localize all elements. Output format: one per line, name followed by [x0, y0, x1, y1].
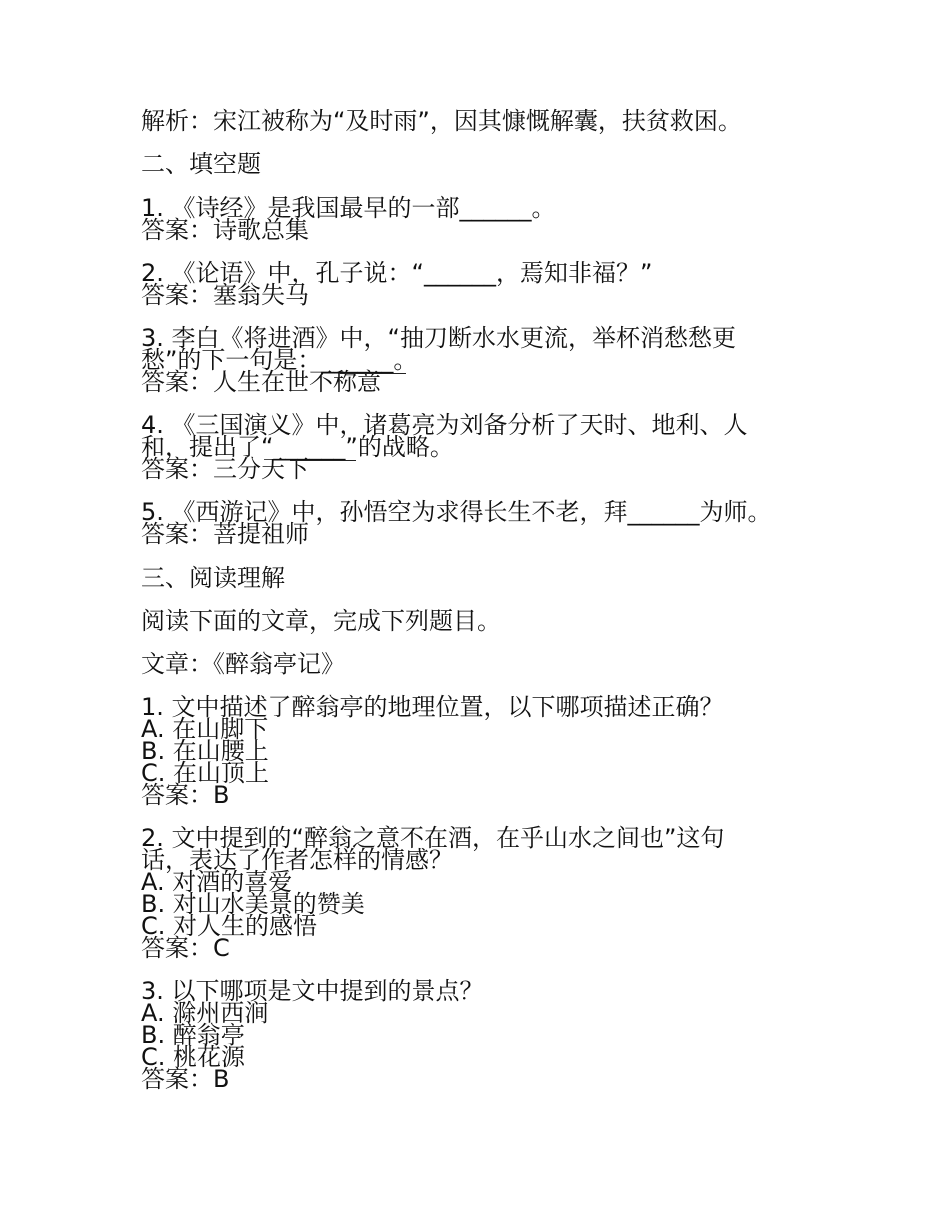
reading-q2-option-a: A. 对酒的喜爱	[141, 868, 293, 896]
reading-q2-text-line2: 话，表达了作者怎样的情感？	[141, 846, 453, 874]
blank-underline-q4	[290, 460, 356, 461]
fill-q3-text-line1: 3. 李白《将进酒》中，“抽刀断水水更流，举杯消愁愁更	[141, 324, 736, 352]
fill-q2-text: 2. 《论语》中，孔子说：“______，焉知非福？”	[141, 259, 653, 287]
reading-q1-text: 1. 文中描述了醉翁亭的地理位置，以下哪项描述正确？	[141, 693, 724, 721]
reading-q2-option-b: B. 对山水美景的赞美	[141, 890, 365, 918]
article-title: 文章：《醉翁亭记》	[141, 650, 345, 678]
section-2-title: 二、填空题	[141, 150, 261, 178]
fill-q3-answer: 答案：人生在世不称意	[141, 368, 381, 396]
reading-q3-answer: 答案：B	[141, 1065, 230, 1093]
reading-q3-option-c: C. 桃花源	[141, 1043, 246, 1071]
reading-q1-option-a: A. 在山脚下	[141, 715, 269, 743]
fill-q2-answer: 答案：塞翁失马	[141, 281, 309, 309]
reading-q3-text: 3. 以下哪项是文中提到的景点？	[141, 977, 484, 1005]
analysis-text: 解析：宋江被称为“及时雨”，因其慷慨解囊，扶贫救困。	[141, 107, 742, 135]
section-3-title: 三、阅读理解	[141, 564, 285, 592]
reading-q2-option-c: C. 对人生的感悟	[141, 912, 318, 940]
fill-q3-text-line2: 愁”的下一句是：______。	[141, 346, 418, 374]
reading-q1-answer: 答案：B	[141, 781, 230, 809]
reading-q2-text-line1: 2. 文中提到的“醉翁之意不在酒，在乎山水之间也”这句	[141, 824, 725, 852]
reading-q1-option-b: B. 在山腰上	[141, 737, 269, 765]
fill-q1-answer: 答案：诗歌总集	[141, 216, 309, 244]
fill-q1-text: 1. 《诗经》是我国最早的一部______。	[141, 194, 556, 222]
blank-underline-q3	[340, 373, 406, 374]
reading-q1-option-c: C. 在山顶上	[141, 759, 270, 787]
section-3-intro: 阅读下面的文章，完成下列题目。	[141, 607, 501, 635]
fill-q4-answer: 答案：三分天下	[141, 455, 309, 483]
fill-q4-text-line2: 和，提出了“______”的战略。	[141, 433, 454, 461]
fill-q4-text-line1: 4. 《三国演义》中，诸葛亮为刘备分析了天时、地利、人	[141, 411, 748, 439]
reading-q2-answer: 答案：C	[141, 934, 230, 962]
reading-q3-option-a: A. 滁州西涧	[141, 999, 269, 1027]
reading-q3-option-b: B. 醉翁亭	[141, 1021, 245, 1049]
fill-q5-answer: 答案：菩提祖师	[141, 520, 309, 548]
fill-q5-text: 5. 《西游记》中，孙悟空为求得长生不老，拜______为师。	[141, 498, 772, 526]
